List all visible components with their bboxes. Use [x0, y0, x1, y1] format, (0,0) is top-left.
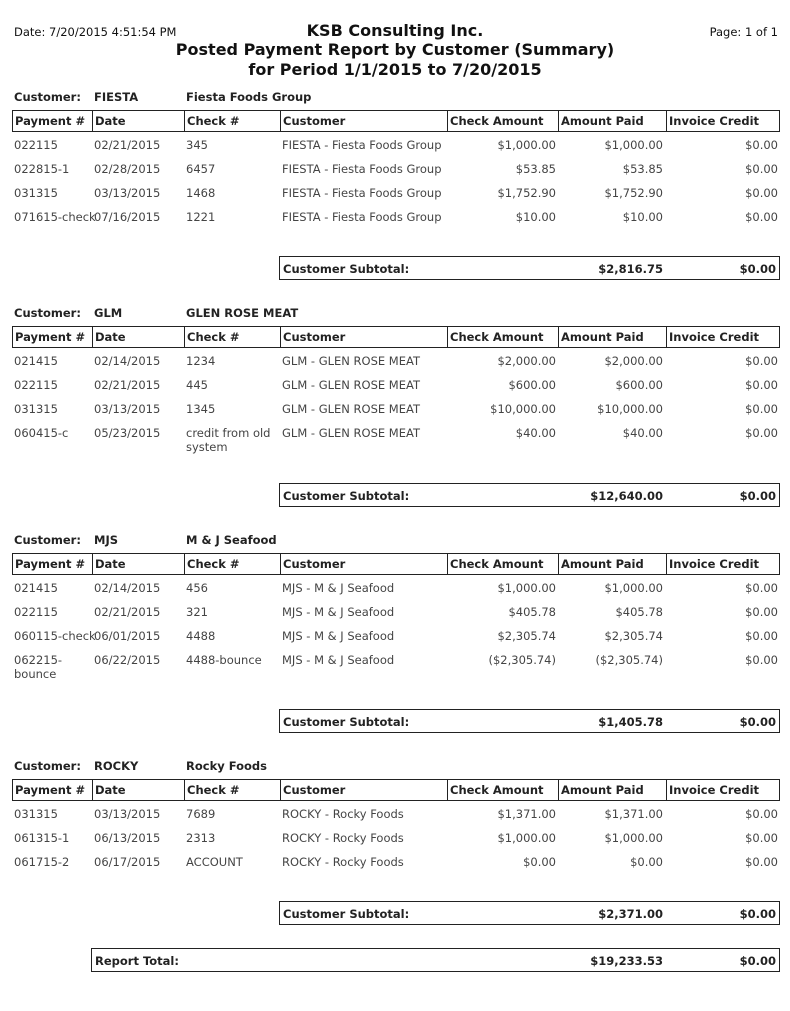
- customer-code: MJS: [94, 533, 119, 547]
- column-header: Payment #: [15, 114, 86, 128]
- check-amount: $40.00: [515, 426, 556, 440]
- invoice-credit: $0.00: [745, 581, 778, 595]
- payment-number: 031315: [14, 402, 58, 416]
- payment-date: 03/13/2015: [94, 402, 161, 416]
- amount-paid: $0.00: [630, 855, 663, 869]
- payment-number: 061315-1: [14, 831, 70, 845]
- column-divider: [447, 554, 448, 574]
- invoice-credit: $0.00: [745, 186, 778, 200]
- customer-subtotal: [279, 709, 780, 733]
- check-amount: $2,000.00: [497, 354, 556, 368]
- subtotal-label: Customer Subtotal:: [283, 489, 410, 503]
- check-number: 345: [186, 138, 208, 152]
- amount-paid: $1,000.00: [604, 138, 663, 152]
- subtotal-invoice-credit: $0.00: [739, 715, 776, 729]
- customer-label: Customer:: [14, 759, 81, 773]
- column-header: Amount Paid: [561, 114, 644, 128]
- subtotal-amount-paid: $1,405.78: [598, 715, 663, 729]
- column-header: Payment #: [15, 330, 86, 344]
- payment-number: 062215-: [14, 653, 63, 667]
- check-number: 6457: [186, 162, 216, 176]
- customer-label: Customer:: [14, 90, 81, 104]
- subtotal-label: Customer Subtotal:: [283, 907, 410, 921]
- payment-date: 07/16/2015: [94, 210, 161, 224]
- subtotal-label: Customer Subtotal:: [283, 262, 410, 276]
- invoice-credit: $0.00: [745, 378, 778, 392]
- customer-subtotal: [279, 901, 780, 925]
- row-customer: GLM - GLEN ROSE MEAT: [282, 402, 420, 416]
- check-amount: $405.78: [508, 605, 556, 619]
- payment-date: 03/13/2015: [94, 186, 161, 200]
- column-divider: [666, 554, 667, 574]
- payment-number: 021415: [14, 354, 58, 368]
- column-header: Invoice Credit: [669, 783, 760, 797]
- check-number-cont: system: [186, 440, 228, 454]
- check-amount: $1,000.00: [497, 581, 556, 595]
- check-amount: $1,000.00: [497, 831, 556, 845]
- column-header-row: [12, 110, 780, 132]
- column-header: Amount Paid: [561, 330, 644, 344]
- subtotal-invoice-credit: $0.00: [739, 907, 776, 921]
- payment-date: 06/01/2015: [94, 629, 161, 643]
- amount-paid: $1,000.00: [604, 831, 663, 845]
- column-header: Payment #: [15, 783, 86, 797]
- column-header-row: [12, 326, 780, 348]
- column-divider: [92, 554, 93, 574]
- invoice-credit: $0.00: [745, 210, 778, 224]
- payment-date: 03/13/2015: [94, 807, 161, 821]
- payment-number: 021415: [14, 581, 58, 595]
- payment-number: 031315: [14, 807, 58, 821]
- column-divider: [558, 554, 559, 574]
- invoice-credit: $0.00: [745, 354, 778, 368]
- column-divider: [280, 111, 281, 131]
- column-header: Date: [95, 557, 126, 571]
- row-customer: MJS - M & J Seafood: [282, 581, 395, 595]
- check-amount: $10.00: [515, 210, 556, 224]
- customer-code: ROCKY: [94, 759, 139, 773]
- company-name: KSB Consulting Inc.: [306, 21, 484, 40]
- column-header: Invoice Credit: [669, 114, 760, 128]
- payment-date: 02/21/2015: [94, 605, 161, 619]
- report-date: Date: 7/20/2015 4:51:54 PM: [14, 25, 177, 39]
- check-number: credit from old: [186, 426, 271, 440]
- column-header: Check Amount: [450, 557, 544, 571]
- invoice-credit: $0.00: [745, 831, 778, 845]
- check-amount: $53.85: [515, 162, 556, 176]
- column-header: Date: [95, 783, 126, 797]
- column-header: Date: [95, 330, 126, 344]
- amount-paid: $2,305.74: [604, 629, 663, 643]
- column-header: Customer: [283, 330, 346, 344]
- column-header: Check #: [187, 783, 240, 797]
- row-customer: GLM - GLEN ROSE MEAT: [282, 426, 420, 440]
- customer-subtotal: [279, 483, 780, 507]
- check-number: 321: [186, 605, 208, 619]
- customer-name: Rocky Foods: [186, 759, 267, 773]
- row-customer: GLM - GLEN ROSE MEAT: [282, 378, 420, 392]
- column-divider: [184, 554, 185, 574]
- column-header: Amount Paid: [561, 557, 644, 571]
- row-customer: ROCKY - Rocky Foods: [282, 807, 404, 821]
- amount-paid: $53.85: [622, 162, 663, 176]
- column-divider: [447, 111, 448, 131]
- check-number: ACCOUNT: [186, 855, 243, 869]
- row-customer: ROCKY - Rocky Foods: [282, 831, 404, 845]
- report-title: Posted Payment Report by Customer (Summary): [175, 40, 615, 59]
- customer-label: Customer:: [14, 306, 81, 320]
- check-amount: $600.00: [508, 378, 556, 392]
- page-number: Page: 1 of 1: [709, 25, 778, 39]
- check-number: 4488: [186, 629, 216, 643]
- payment-date: 02/14/2015: [94, 354, 161, 368]
- amount-paid: $10.00: [622, 210, 663, 224]
- column-divider: [92, 780, 93, 800]
- column-header: Check #: [187, 330, 240, 344]
- row-customer: MJS - M & J Seafood: [282, 629, 395, 643]
- check-number: 4488-bounce: [186, 653, 262, 667]
- column-divider: [92, 327, 93, 347]
- column-header: Check #: [187, 557, 240, 571]
- column-divider: [280, 327, 281, 347]
- invoice-credit: $0.00: [745, 138, 778, 152]
- subtotal-invoice-credit: $0.00: [739, 489, 776, 503]
- column-header: Customer: [283, 783, 346, 797]
- payment-number: 071615-check: [14, 210, 96, 224]
- check-number: 1234: [186, 354, 216, 368]
- customer-name: Fiesta Foods Group: [186, 90, 312, 104]
- payment-date: 06/13/2015: [94, 831, 161, 845]
- column-header: Customer: [283, 557, 346, 571]
- row-customer: FIESTA - Fiesta Foods Group: [282, 138, 442, 152]
- subtotal-amount-paid: $12,640.00: [590, 489, 663, 503]
- column-divider: [184, 111, 185, 131]
- subtotal-amount-paid: $2,816.75: [598, 262, 663, 276]
- row-customer: GLM - GLEN ROSE MEAT: [282, 354, 420, 368]
- row-customer: FIESTA - Fiesta Foods Group: [282, 186, 442, 200]
- column-header: Amount Paid: [561, 783, 644, 797]
- payment-number: 031315: [14, 186, 58, 200]
- subtotal-invoice-credit: $0.00: [739, 262, 776, 276]
- column-header: Check #: [187, 114, 240, 128]
- amount-paid: ($2,305.74): [595, 653, 663, 667]
- column-header: Check Amount: [450, 783, 544, 797]
- amount-paid: $2,000.00: [604, 354, 663, 368]
- column-header: Invoice Credit: [669, 330, 760, 344]
- invoice-credit: $0.00: [745, 855, 778, 869]
- row-customer: FIESTA - Fiesta Foods Group: [282, 162, 442, 176]
- payment-date: 02/21/2015: [94, 138, 161, 152]
- check-amount: $1,752.90: [497, 186, 556, 200]
- column-divider: [184, 780, 185, 800]
- row-customer: ROCKY - Rocky Foods: [282, 855, 404, 869]
- customer-label: Customer:: [14, 533, 81, 547]
- column-divider: [280, 780, 281, 800]
- payment-number: 022115: [14, 378, 58, 392]
- row-customer: FIESTA - Fiesta Foods Group: [282, 210, 442, 224]
- column-header: Customer: [283, 114, 346, 128]
- report-total-invoice-credit: $0.00: [739, 954, 776, 968]
- check-number: 7689: [186, 807, 216, 821]
- amount-paid: $405.78: [615, 605, 663, 619]
- column-divider: [558, 327, 559, 347]
- payment-number: 022815-1: [14, 162, 70, 176]
- check-amount: $2,305.74: [497, 629, 556, 643]
- column-header: Date: [95, 114, 126, 128]
- payment-date: 02/14/2015: [94, 581, 161, 595]
- column-divider: [447, 327, 448, 347]
- invoice-credit: $0.00: [745, 653, 778, 667]
- payment-date: 06/17/2015: [94, 855, 161, 869]
- row-customer: MJS - M & J Seafood: [282, 605, 395, 619]
- column-header-row: [12, 553, 780, 575]
- column-divider: [280, 554, 281, 574]
- column-header: Payment #: [15, 557, 86, 571]
- column-divider: [184, 327, 185, 347]
- amount-paid: $1,371.00: [604, 807, 663, 821]
- column-divider: [558, 780, 559, 800]
- payment-date: 06/22/2015: [94, 653, 161, 667]
- check-amount: $1,000.00: [497, 138, 556, 152]
- payment-date: 02/21/2015: [94, 378, 161, 392]
- check-number: 1468: [186, 186, 216, 200]
- customer-code: FIESTA: [94, 90, 139, 104]
- report-total: [91, 948, 780, 972]
- subtotal-label: Customer Subtotal:: [283, 715, 410, 729]
- column-header: Check Amount: [450, 114, 544, 128]
- invoice-credit: $0.00: [745, 426, 778, 440]
- payment-number-cont: bounce: [14, 667, 57, 681]
- invoice-credit: $0.00: [745, 629, 778, 643]
- payment-number: 061715-2: [14, 855, 70, 869]
- payment-number: 022115: [14, 605, 58, 619]
- amount-paid: $40.00: [622, 426, 663, 440]
- amount-paid: $10,000.00: [597, 402, 663, 416]
- column-divider: [558, 111, 559, 131]
- column-divider: [666, 327, 667, 347]
- column-header: Invoice Credit: [669, 557, 760, 571]
- check-number: 1221: [186, 210, 216, 224]
- report-total-amount-paid: $19,233.53: [590, 954, 663, 968]
- check-amount: $1,371.00: [497, 807, 556, 821]
- payment-number: 060115-check: [14, 629, 96, 643]
- invoice-credit: $0.00: [745, 162, 778, 176]
- customer-subtotal: [279, 256, 780, 280]
- customer-name: M & J Seafood: [186, 533, 277, 547]
- payment-number: 060415-c: [14, 426, 69, 440]
- column-divider: [666, 111, 667, 131]
- payment-number: 022115: [14, 138, 58, 152]
- check-number: 1345: [186, 402, 216, 416]
- report-total-label: Report Total:: [95, 954, 179, 968]
- amount-paid: $1,000.00: [604, 581, 663, 595]
- check-amount: $10,000.00: [490, 402, 556, 416]
- report-period: for Period 1/1/2015 to 7/20/2015: [248, 60, 542, 79]
- column-divider: [666, 780, 667, 800]
- customer-name: GLEN ROSE MEAT: [186, 306, 299, 320]
- amount-paid: $600.00: [615, 378, 663, 392]
- payment-date: 05/23/2015: [94, 426, 161, 440]
- check-number: 2313: [186, 831, 216, 845]
- column-header: Check Amount: [450, 330, 544, 344]
- amount-paid: $1,752.90: [604, 186, 663, 200]
- check-amount: $0.00: [523, 855, 556, 869]
- check-number: 456: [186, 581, 208, 595]
- subtotal-amount-paid: $2,371.00: [598, 907, 663, 921]
- column-header-row: [12, 779, 780, 801]
- payment-date: 02/28/2015: [94, 162, 161, 176]
- column-divider: [447, 780, 448, 800]
- check-number: 445: [186, 378, 208, 392]
- row-customer: MJS - M & J Seafood: [282, 653, 395, 667]
- customer-code: GLM: [94, 306, 123, 320]
- invoice-credit: $0.00: [745, 402, 778, 416]
- invoice-credit: $0.00: [745, 807, 778, 821]
- invoice-credit: $0.00: [745, 605, 778, 619]
- check-amount: ($2,305.74): [488, 653, 556, 667]
- column-divider: [92, 111, 93, 131]
